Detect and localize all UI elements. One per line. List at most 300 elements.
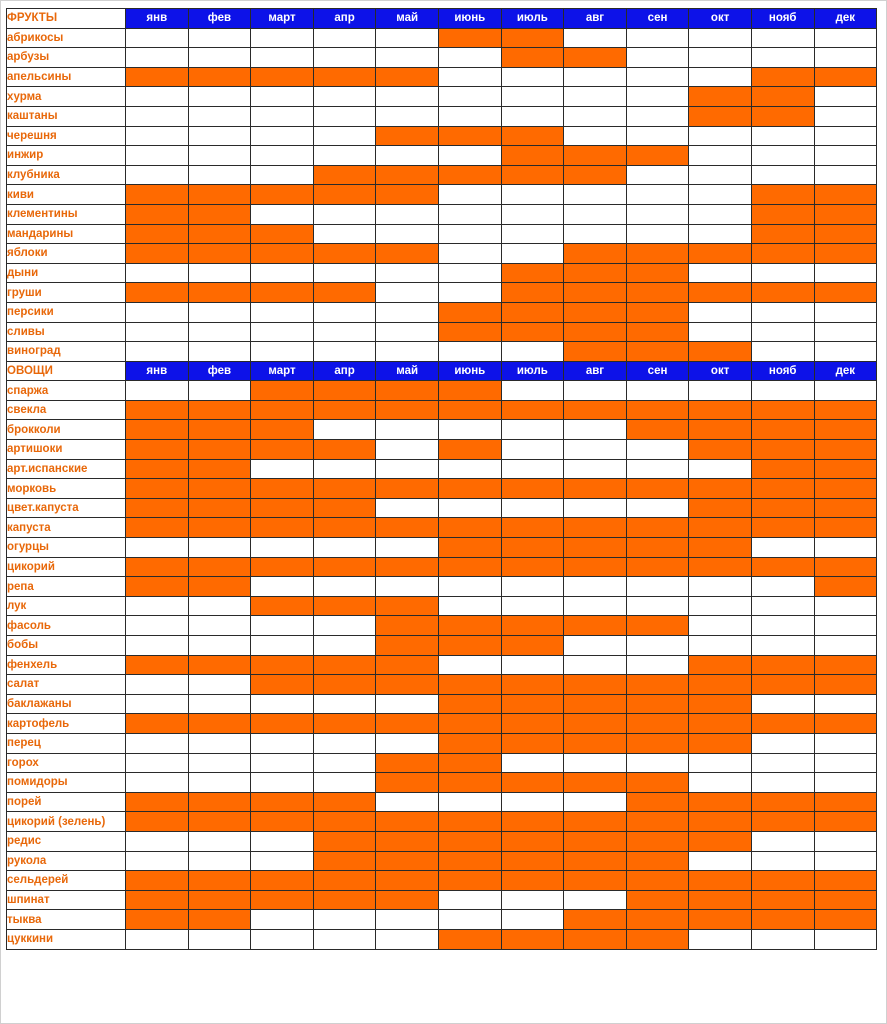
season-cell-off-season <box>126 28 189 48</box>
season-cell-in-season <box>689 675 752 695</box>
season-cell-off-season <box>126 929 189 949</box>
season-cell-off-season <box>251 204 314 224</box>
section-header-row <box>7 9 877 29</box>
season-cell-off-season <box>689 636 752 656</box>
season-cell-in-season <box>814 459 877 479</box>
season-cell-in-season <box>126 518 189 538</box>
produce-row <box>7 538 877 558</box>
season-cell-off-season <box>626 204 689 224</box>
season-cell-in-season <box>564 165 627 185</box>
season-cell-in-season <box>751 714 814 734</box>
produce-name: каштаны <box>7 106 126 126</box>
month-header: июнь <box>438 361 501 381</box>
season-cell-off-season <box>376 146 439 166</box>
season-cell-in-season <box>376 753 439 773</box>
produce-row <box>7 283 877 303</box>
season-cell-off-season <box>626 459 689 479</box>
produce-name: огурцы <box>7 538 126 558</box>
month-header: дек <box>814 9 877 29</box>
season-cell-off-season <box>564 28 627 48</box>
season-cell-in-season <box>689 694 752 714</box>
season-cell-in-season <box>564 871 627 891</box>
season-cell-in-season <box>438 812 501 832</box>
season-cell-in-season <box>438 714 501 734</box>
season-cell-in-season <box>313 714 376 734</box>
produce-row <box>7 204 877 224</box>
season-cell-in-season <box>251 420 314 440</box>
season-cell-in-season <box>626 694 689 714</box>
month-header: март <box>251 9 314 29</box>
season-cell-in-season <box>626 733 689 753</box>
season-cell-off-season <box>814 146 877 166</box>
season-cell-in-season <box>751 283 814 303</box>
season-cell-off-season <box>626 28 689 48</box>
season-cell-in-season <box>126 871 189 891</box>
season-cell-off-season <box>126 753 189 773</box>
season-cell-in-season <box>501 812 564 832</box>
season-cell-in-season <box>564 283 627 303</box>
season-cell-off-season <box>313 28 376 48</box>
season-cell-in-season <box>188 420 251 440</box>
produce-name: помидоры <box>7 773 126 793</box>
season-cell-in-season <box>501 146 564 166</box>
produce-name: картофель <box>7 714 126 734</box>
produce-row <box>7 479 877 499</box>
month-header: июль <box>501 361 564 381</box>
produce-row <box>7 420 877 440</box>
season-cell-off-season <box>564 224 627 244</box>
produce-name: перец <box>7 733 126 753</box>
season-cell-off-season <box>814 28 877 48</box>
season-cell-off-season <box>689 616 752 636</box>
season-cell-off-season <box>313 204 376 224</box>
season-cell-off-season <box>188 929 251 949</box>
season-cell-off-season <box>438 459 501 479</box>
season-cell-off-season <box>313 146 376 166</box>
season-cell-in-season <box>814 244 877 264</box>
season-cell-in-season <box>313 67 376 87</box>
season-cell-in-season <box>814 675 877 695</box>
produce-name: фенхель <box>7 655 126 675</box>
season-cell-off-season <box>376 498 439 518</box>
season-cell-in-season <box>814 224 877 244</box>
season-cell-in-season <box>814 871 877 891</box>
season-cell-in-season <box>313 479 376 499</box>
season-cell-off-season <box>751 851 814 871</box>
season-cell-in-season <box>376 714 439 734</box>
season-cell-off-season <box>564 106 627 126</box>
produce-name: артишоки <box>7 440 126 460</box>
season-cell-off-season <box>126 126 189 146</box>
season-cell-off-season <box>438 655 501 675</box>
season-cell-in-season <box>689 655 752 675</box>
season-cell-in-season <box>376 596 439 616</box>
season-cell-in-season <box>251 812 314 832</box>
season-cell-in-season <box>626 890 689 910</box>
produce-row <box>7 694 877 714</box>
season-cell-in-season <box>313 655 376 675</box>
season-cell-in-season <box>564 146 627 166</box>
season-cell-in-season <box>626 400 689 420</box>
season-cell-off-season <box>564 636 627 656</box>
season-cell-off-season <box>438 67 501 87</box>
season-cell-in-season <box>751 910 814 930</box>
produce-name: киви <box>7 185 126 205</box>
season-cell-off-season <box>689 185 752 205</box>
month-header: апр <box>313 9 376 29</box>
season-cell-in-season <box>188 890 251 910</box>
season-cell-in-season <box>126 400 189 420</box>
season-cell-in-season <box>188 224 251 244</box>
produce-row <box>7 733 877 753</box>
season-cell-in-season <box>564 400 627 420</box>
produce-row <box>7 812 877 832</box>
season-cell-in-season <box>438 929 501 949</box>
season-cell-off-season <box>438 792 501 812</box>
season-cell-in-season <box>626 420 689 440</box>
season-cell-off-season <box>689 224 752 244</box>
season-cell-off-season <box>814 851 877 871</box>
season-cell-in-season <box>751 440 814 460</box>
season-cell-off-season <box>251 929 314 949</box>
season-cell-off-season <box>251 851 314 871</box>
season-cell-off-season <box>501 655 564 675</box>
month-header: июнь <box>438 9 501 29</box>
season-cell-in-season <box>501 126 564 146</box>
produce-name: груши <box>7 283 126 303</box>
season-cell-off-season <box>626 165 689 185</box>
season-cell-in-season <box>126 420 189 440</box>
season-cell-in-season <box>438 557 501 577</box>
produce-row <box>7 498 877 518</box>
season-cell-off-season <box>501 792 564 812</box>
season-cell-off-season <box>751 322 814 342</box>
season-cell-in-season <box>501 733 564 753</box>
season-cell-in-season <box>251 498 314 518</box>
season-cell-in-season <box>251 400 314 420</box>
season-cell-in-season <box>251 792 314 812</box>
season-cell-off-season <box>501 185 564 205</box>
season-cell-off-season <box>501 381 564 401</box>
produce-name: персики <box>7 302 126 322</box>
season-cell-in-season <box>626 518 689 538</box>
season-cell-off-season <box>689 165 752 185</box>
season-cell-in-season <box>438 753 501 773</box>
season-cell-in-season <box>814 577 877 597</box>
season-cell-in-season <box>814 655 877 675</box>
season-cell-off-season <box>501 420 564 440</box>
season-cell-in-season <box>814 518 877 538</box>
season-cell-off-season <box>251 165 314 185</box>
season-cell-off-season <box>564 420 627 440</box>
season-cell-off-season <box>251 28 314 48</box>
season-cell-off-season <box>188 675 251 695</box>
season-cell-off-season <box>689 773 752 793</box>
season-cell-off-season <box>689 48 752 68</box>
season-cell-in-season <box>626 342 689 362</box>
produce-name: капуста <box>7 518 126 538</box>
produce-name: горох <box>7 753 126 773</box>
season-cell-in-season <box>313 381 376 401</box>
season-cell-off-season <box>626 440 689 460</box>
season-cell-in-season <box>313 871 376 891</box>
season-cell-in-season <box>501 302 564 322</box>
season-cell-in-season <box>814 910 877 930</box>
season-cell-off-season <box>564 459 627 479</box>
season-cell-off-season <box>501 244 564 264</box>
month-header: апр <box>313 361 376 381</box>
season-cell-off-season <box>313 48 376 68</box>
produce-name: клубника <box>7 165 126 185</box>
season-cell-off-season <box>564 577 627 597</box>
season-cell-off-season <box>188 538 251 558</box>
season-cell-off-season <box>126 694 189 714</box>
season-cell-in-season <box>251 890 314 910</box>
produce-name: виноград <box>7 342 126 362</box>
season-cell-in-season <box>438 831 501 851</box>
season-cell-off-season <box>814 322 877 342</box>
produce-name: тыква <box>7 910 126 930</box>
produce-row <box>7 792 877 812</box>
season-cell-off-season <box>626 48 689 68</box>
season-cell-off-season <box>126 538 189 558</box>
produce-name: хурма <box>7 87 126 107</box>
season-cell-off-season <box>188 636 251 656</box>
produce-row <box>7 106 877 126</box>
produce-name: баклажаны <box>7 694 126 714</box>
season-cell-off-season <box>751 733 814 753</box>
season-cell-in-season <box>188 283 251 303</box>
season-cell-in-season <box>313 165 376 185</box>
season-cell-off-season <box>564 655 627 675</box>
season-cell-in-season <box>126 67 189 87</box>
season-cell-in-season <box>126 204 189 224</box>
season-cell-off-season <box>626 381 689 401</box>
season-cell-in-season <box>564 910 627 930</box>
season-cell-in-season <box>501 714 564 734</box>
section-title: ОВОЩИ <box>7 361 126 381</box>
season-cell-in-season <box>501 263 564 283</box>
season-cell-off-season <box>438 890 501 910</box>
season-cell-in-season <box>689 792 752 812</box>
season-cell-in-season <box>751 224 814 244</box>
season-cell-in-season <box>313 851 376 871</box>
season-cell-in-season <box>126 479 189 499</box>
season-cell-off-season <box>501 890 564 910</box>
season-cell-off-season <box>501 910 564 930</box>
season-cell-in-season <box>564 518 627 538</box>
season-cell-in-season <box>814 283 877 303</box>
season-cell-in-season <box>376 244 439 264</box>
season-cell-in-season <box>751 518 814 538</box>
produce-row <box>7 753 877 773</box>
season-cell-off-season <box>814 342 877 362</box>
season-cell-in-season <box>689 479 752 499</box>
season-cell-in-season <box>501 636 564 656</box>
season-cell-in-season <box>501 283 564 303</box>
season-cell-off-season <box>564 890 627 910</box>
season-cell-in-season <box>751 498 814 518</box>
produce-row <box>7 244 877 264</box>
season-cell-in-season <box>564 616 627 636</box>
season-cell-off-season <box>188 165 251 185</box>
produce-row <box>7 322 877 342</box>
season-cell-off-season <box>814 929 877 949</box>
season-cell-off-season <box>126 87 189 107</box>
season-cell-in-season <box>126 890 189 910</box>
produce-name: спаржа <box>7 381 126 401</box>
season-cell-in-season <box>814 204 877 224</box>
season-cell-off-season <box>188 596 251 616</box>
season-cell-off-season <box>438 87 501 107</box>
season-cell-in-season <box>438 302 501 322</box>
produce-row <box>7 596 877 616</box>
season-cell-in-season <box>751 655 814 675</box>
season-cell-in-season <box>251 440 314 460</box>
produce-row <box>7 910 877 930</box>
season-cell-in-season <box>188 812 251 832</box>
season-cell-off-season <box>313 87 376 107</box>
season-cell-in-season <box>626 146 689 166</box>
produce-row <box>7 890 877 910</box>
season-cell-off-season <box>751 263 814 283</box>
month-header: окт <box>689 361 752 381</box>
season-cell-off-season <box>313 538 376 558</box>
season-cell-in-season <box>564 244 627 264</box>
season-cell-in-season <box>251 185 314 205</box>
season-cell-in-season <box>564 733 627 753</box>
season-cell-in-season <box>689 518 752 538</box>
month-header: июль <box>501 9 564 29</box>
season-cell-off-season <box>376 910 439 930</box>
season-cell-in-season <box>751 890 814 910</box>
season-cell-off-season <box>126 636 189 656</box>
season-cell-in-season <box>564 479 627 499</box>
season-cell-off-season <box>376 577 439 597</box>
season-cell-off-season <box>814 106 877 126</box>
season-cell-off-season <box>501 224 564 244</box>
season-cell-in-season <box>501 851 564 871</box>
season-cell-off-season <box>689 28 752 48</box>
season-cell-in-season <box>751 871 814 891</box>
season-cell-in-season <box>751 204 814 224</box>
season-cell-in-season <box>814 185 877 205</box>
season-cell-in-season <box>626 538 689 558</box>
season-cell-in-season <box>126 440 189 460</box>
season-cell-off-season <box>188 773 251 793</box>
season-cell-in-season <box>689 87 752 107</box>
season-cell-off-season <box>376 263 439 283</box>
season-cell-off-season <box>188 126 251 146</box>
season-cell-in-season <box>438 400 501 420</box>
produce-row <box>7 557 877 577</box>
season-cell-off-season <box>126 831 189 851</box>
season-cell-off-season <box>501 753 564 773</box>
season-cell-off-season <box>501 596 564 616</box>
season-cell-off-season <box>126 675 189 695</box>
season-cell-off-season <box>438 146 501 166</box>
season-cell-off-season <box>188 302 251 322</box>
season-cell-in-season <box>438 518 501 538</box>
season-cell-in-season <box>626 812 689 832</box>
season-cell-in-season <box>126 812 189 832</box>
season-cell-off-season <box>188 694 251 714</box>
season-cell-off-season <box>689 322 752 342</box>
season-cell-in-season <box>188 244 251 264</box>
season-cell-in-season <box>188 459 251 479</box>
season-cell-off-season <box>251 106 314 126</box>
season-cell-off-season <box>188 146 251 166</box>
season-cell-in-season <box>376 655 439 675</box>
season-cell-off-season <box>126 263 189 283</box>
season-cell-off-season <box>438 224 501 244</box>
season-cell-off-season <box>126 616 189 636</box>
season-cell-in-season <box>126 185 189 205</box>
produce-name: дыни <box>7 263 126 283</box>
season-cell-off-season <box>126 146 189 166</box>
season-cell-in-season <box>564 773 627 793</box>
season-cell-off-season <box>376 106 439 126</box>
season-cell-off-season <box>438 596 501 616</box>
season-cell-off-season <box>313 322 376 342</box>
season-cell-in-season <box>251 67 314 87</box>
season-cell-in-season <box>751 812 814 832</box>
produce-name: клементины <box>7 204 126 224</box>
season-cell-off-season <box>438 48 501 68</box>
season-cell-off-season <box>438 910 501 930</box>
produce-row <box>7 675 877 695</box>
season-cell-in-season <box>626 616 689 636</box>
produce-row <box>7 165 877 185</box>
season-cell-off-season <box>689 263 752 283</box>
produce-name: абрикосы <box>7 28 126 48</box>
produce-name: фасоль <box>7 616 126 636</box>
season-cell-in-season <box>501 557 564 577</box>
season-cell-off-season <box>438 106 501 126</box>
season-cell-in-season <box>501 773 564 793</box>
season-cell-off-season <box>313 342 376 362</box>
season-cell-in-season <box>689 106 752 126</box>
season-cell-in-season <box>438 871 501 891</box>
season-cell-off-season <box>251 87 314 107</box>
season-cell-off-season <box>501 106 564 126</box>
season-cell-in-season <box>564 48 627 68</box>
season-cell-off-season <box>376 538 439 558</box>
season-cell-off-season <box>751 146 814 166</box>
season-cell-off-season <box>188 831 251 851</box>
season-cell-off-season <box>251 733 314 753</box>
season-cell-in-season <box>251 381 314 401</box>
season-cell-in-season <box>313 596 376 616</box>
season-cell-in-season <box>626 302 689 322</box>
season-cell-off-season <box>313 577 376 597</box>
season-cell-in-season <box>438 694 501 714</box>
season-cell-off-season <box>251 48 314 68</box>
season-cell-in-season <box>188 557 251 577</box>
season-cell-in-season <box>313 518 376 538</box>
season-cell-off-season <box>751 577 814 597</box>
season-cell-off-season <box>126 48 189 68</box>
season-cell-off-season <box>376 459 439 479</box>
season-cell-off-season <box>126 851 189 871</box>
season-cell-in-season <box>626 557 689 577</box>
month-header: нояб <box>751 361 814 381</box>
produce-row <box>7 400 877 420</box>
season-cell-in-season <box>501 929 564 949</box>
season-cell-off-season <box>814 302 877 322</box>
season-cell-off-season <box>814 381 877 401</box>
produce-name: салат <box>7 675 126 695</box>
